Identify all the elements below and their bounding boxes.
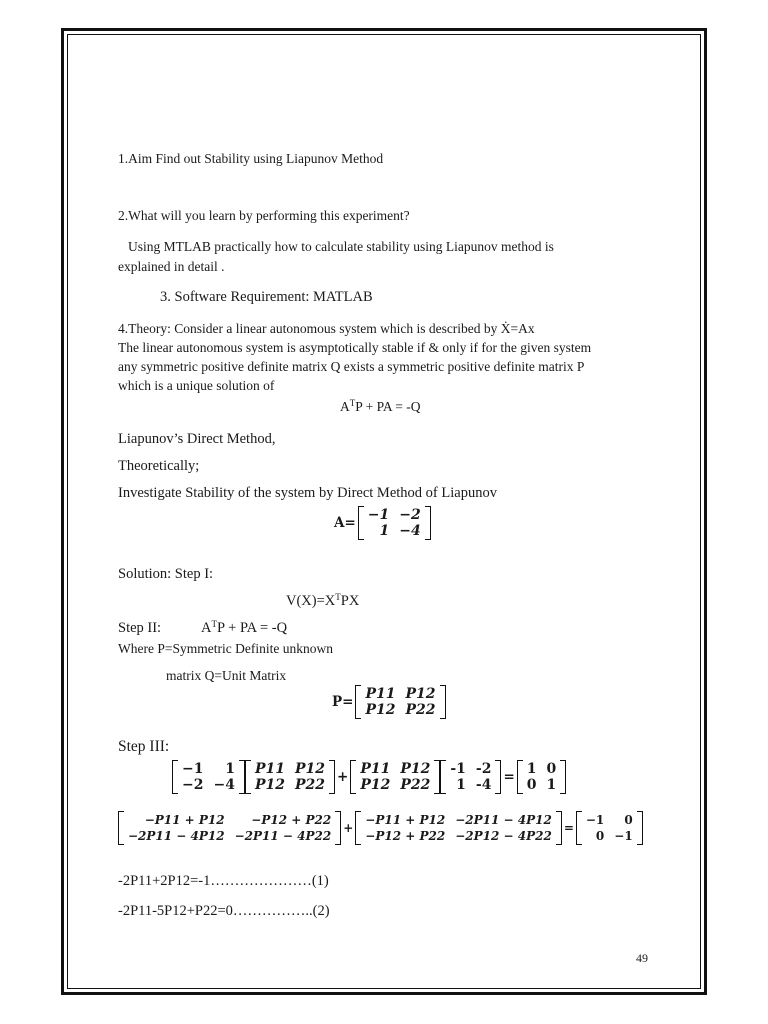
matrix-cell: −4 — [399, 523, 421, 539]
matrix-p-body — [355, 685, 445, 719]
step3-label: Step III: — [118, 738, 170, 755]
matrix-cell: −1 — [614, 829, 633, 843]
v-equation: $V(X)=X^TPX$ — [286, 592, 360, 609]
matrix-cell: 0 — [595, 829, 605, 843]
matrix-a-body — [358, 506, 431, 540]
matrix-p — [332, 685, 446, 719]
matrix-cell: 0 — [526, 777, 537, 793]
matrix-cell: −P11 + P12 — [144, 813, 225, 827]
matrix-cell: −P12 + P22 — [251, 813, 332, 827]
matrix-cell: -1 — [450, 761, 466, 777]
matrix-cell: −2P12 − 4P22 — [455, 829, 552, 843]
matrix-cell: −2P11 − 4P12 — [128, 829, 225, 843]
equals-sign: = — [563, 821, 574, 835]
matrix-cell: −1 — [367, 507, 390, 523]
matrix-cell: P12 — [254, 777, 285, 793]
matrix-cell: -4 — [475, 777, 492, 793]
matrix-cell: −1 — [585, 813, 605, 827]
page-number: 49 — [636, 951, 648, 965]
theory-line-1: 4.Theory: Consider a linear autonomous system which is described by Ẋ=Ax — [118, 321, 535, 336]
plus-sign: + — [343, 821, 354, 835]
matrix-a — [334, 506, 431, 540]
matrix-identity — [517, 760, 567, 794]
matrix-cell: −2 — [399, 507, 421, 523]
matrix-cell: −2P11 − 4P22 — [234, 829, 332, 843]
matrix-negative-identity — [576, 811, 643, 845]
matrix-cell: P12 — [405, 686, 436, 702]
matrix-left-product — [118, 811, 341, 845]
equation-row-1 — [172, 760, 566, 794]
theory-line-2: The linear autonomous system is asymptotically stable if & only if for the given system — [118, 340, 592, 355]
matrix-cell: −2 — [182, 777, 204, 793]
matrix-cell: P11 — [365, 686, 396, 702]
matrix-cell: P11 — [360, 761, 391, 777]
learn-question: 2.What will you learn by performing this experiment? — [118, 208, 410, 223]
theory-line-4: which is a unique solution of — [118, 378, 275, 393]
software-requirement: 3. Software Requirement: MATLAB — [160, 289, 373, 305]
direct-method-heading: Liapunov’s Direct Method, — [118, 431, 276, 447]
using-line-1: Using MTLAB practically how to calculate stability using Liapunov method is — [128, 239, 554, 254]
matrix-cell: 1 — [379, 523, 390, 539]
matrix-cell: 1 — [225, 761, 235, 777]
equation-1: -2P11+2P12=-1…………………(1) — [118, 873, 329, 889]
matrix-cell: −1 — [182, 761, 204, 777]
using-line-2: explained in detail . — [118, 259, 225, 274]
matrix-cell: P22 — [405, 702, 436, 718]
where-line: Where P=Symmetric Definite unknown — [118, 641, 333, 656]
equation-row-2 — [118, 811, 643, 845]
matrix-right-product — [355, 811, 562, 845]
matrix-cell: 1 — [526, 761, 537, 777]
matrix-cell: P22 — [294, 777, 325, 793]
theory-line-3: any symmetric positive definite matrix Q exists a symmetric positive definite matrix P — [118, 359, 585, 374]
lyapunov-equation: $A^TP$ + PA = -Q — [340, 398, 421, 414]
matrix-a-second — [440, 760, 501, 794]
investigate-line: Investigate Stability of the system by Direct Method of Liapunov — [118, 485, 497, 501]
matrix-q-line: matrix Q=Unit Matrix — [166, 668, 287, 683]
matrix-a-transpose — [172, 760, 245, 794]
matrix-cell: P11 — [254, 761, 285, 777]
matrix-cell: P12 — [365, 702, 396, 718]
step2-equation: $A^TP$ + PA = -Q — [201, 619, 288, 636]
matrix-cell: P12 — [360, 777, 391, 793]
matrix-cell: P12 — [400, 761, 431, 777]
equation-2: -2P11-5P12+P22=0……………..(2) — [118, 903, 330, 919]
matrix-cell: P22 — [400, 777, 431, 793]
matrix-cell: −P11 + P12 — [365, 813, 446, 827]
matrix-cell: −P12 + P22 — [365, 829, 446, 843]
matrix-p-second — [350, 760, 440, 794]
solution-step1: Solution: Step I: — [118, 566, 214, 582]
matrix-cell: P12 — [294, 761, 325, 777]
step2-label: Step II: — [118, 620, 162, 636]
matrix-a-label: A= — [334, 515, 356, 531]
theoretically-line: Theoretically; — [118, 458, 200, 474]
matrix-cell: −2P11 − 4P12 — [455, 813, 552, 827]
plus-sign: + — [337, 769, 349, 785]
aim-line: 1.Aim Find out Stability using Liapunov Method — [118, 151, 384, 166]
matrix-p-label: P= — [332, 694, 354, 710]
matrix-cell: -2 — [475, 761, 492, 777]
matrix-cell: 0 — [624, 813, 633, 827]
matrix-p-first — [245, 760, 335, 794]
matrix-cell: 0 — [546, 761, 557, 777]
equals-sign: = — [503, 769, 515, 785]
matrix-cell: 1 — [456, 777, 466, 793]
matrix-cell: 1 — [546, 777, 557, 793]
matrix-cell: −4 — [213, 777, 235, 793]
